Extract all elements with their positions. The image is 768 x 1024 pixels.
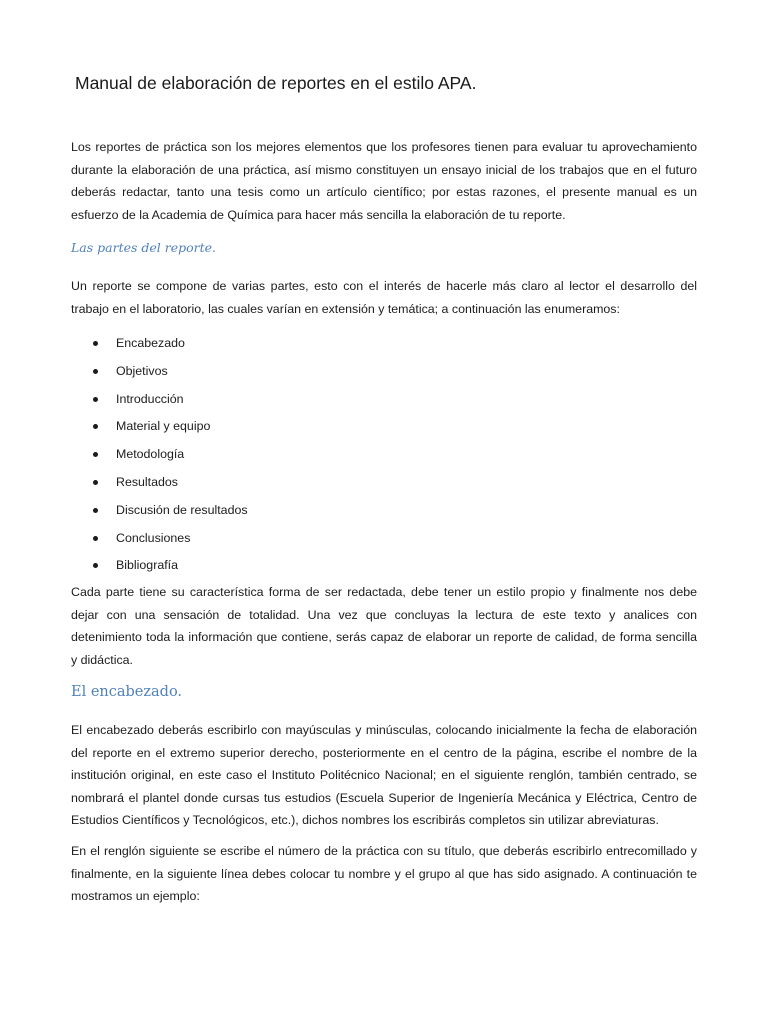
bullet-icon [93, 341, 98, 346]
bullet-icon [93, 508, 98, 513]
document-page: Manual de elaboración de reportes en el estilo APA. Los reportes de práctica son los mejores elementos que los profesores tienen para evaluar tu aprovechamiento durante la elaboración de una práctica, así mismo constituyen un ensayo inicial de los trabajos que en el futuro deberás redactar, tanto una tesis como un artículo científico; por estas razones, el presente manual es un esfuerzo de la Academia de Química para hacer más sencilla la elaboración de tu reporte. Las partes del reporte. Un reporte se compone de varias partes, esto con el interés de hacerle más claro al lector el desarrollo del trabajo en el laboratorio, las cuales varían en extensión y temática; a continuación las enumeramos: Encabezado Objetivos Introducción Material y equipo Metodología Resultados Discusión de resultados Conclusiones Bibliografía Cada parte tiene su característica forma de ser redactada, debe tener un estilo propio y finalmente nos debe dejar con una sensación de totalidad. Una vez que concluyas la lectura de este texto y analices con detenimiento toda la información que contiene, serás capaz de elaborar un reporte de calidad, de forma sencilla y didáctica. El encabezado. El encabezado deberás escribirlo con mayúsculas y minúsculas, colocando inicialmente la fecha de elaboración del reporte en el extremo superior derecho, posteriormente en el centro de la página, escribe el nombre de la institución original, en este caso el Instituto Politécnico Nacional; en el siguiente renglón, también centrado, se nombrará el plantel donde cursas tus estudios (Escuela Superior de Ingeniería Mecánica y Eléctrica, Centro de Estudios Científicos y Tecnológicos, etc.), dichos nombres los escribirás completos sin utilizar abreviaturas. En el renglón siguiente se escribe el número de la práctica con su título, que deberás escribirlo entrecomillado y finalmente, en la siguiente línea debes colocar tu nombre y el grupo al que has sido asignado. A continuación te mostramos un ejemplo: [0, 0, 768, 1024]
text-line: finalmente, en la siguiente línea debes colocar tu nombre y el grupo al que has sido asignado. A continuación te [71, 866, 697, 881]
parts-intro-paragraph [71, 275, 697, 320]
text-line: Los reportes de práctica son los mejores elementos que los profesores tienen para evaluar tu aprovechamiento [71, 140, 697, 154]
text-line: Estudios Científicos y Tecnológicos, etc.), dichos nombres los escribirás completos sin utilizar abreviaturas. [71, 813, 659, 827]
text-line: nombrará el plantel donde cursas tus estudios (Escuela Superior de Ingeniería Mecánica y Eléctrica, Centro de [71, 790, 697, 805]
text-line: En el renglón siguiente se escribe el número de la práctica con su título, que deberás escribirlo entrecomillado y [71, 844, 697, 858]
text-line: El encabezado deberás escribirlo con mayúsculas y minúsculas, colocando inicialmente la fecha de elaboración [71, 723, 697, 737]
header-paragraph-2 [71, 840, 697, 908]
text-line: durante la elaboración de una práctica, así mismo constituyen un ensayo inicial de los trabajos que en el futuro [71, 162, 697, 177]
bullet-icon [93, 480, 98, 485]
bullet-icon [93, 424, 98, 429]
text-line: mostramos un ejemplo: [71, 889, 200, 903]
header-paragraph-1 [71, 719, 697, 832]
bullet-icon [93, 536, 98, 541]
text-line: y didáctica. [71, 652, 133, 667]
text-line: Cada parte tiene su característica forma de ser redactada, debe tener un estilo propio y finalmente nos debe [71, 585, 697, 599]
text-line: deberás redactar, tanto una tesis como un artículo científico; por estas razones, el presente manual es un [71, 185, 697, 199]
section-heading-encabezado: El encabezado. [71, 684, 183, 700]
bullet-icon [93, 452, 98, 457]
document-title: Manual de elaboración de reportes en el estilo APA. [75, 73, 477, 93]
intro-paragraph [71, 136, 697, 226]
text-line: del reporte en el extremo superior derecho, posteriormente en el centro de la página, escribe el nombre de la [71, 745, 697, 760]
text-line: Un reporte se compone de varias partes, esto con el interés de hacerle más claro al lector el desarrollo del [71, 279, 697, 293]
text-line: dejar con una sensación de totalidad. Una vez que concluyas la lectura de este texto y analices con [71, 607, 697, 622]
parts-outro-paragraph [71, 581, 697, 671]
bullet-icon [93, 563, 98, 568]
text-line: institución original, en este caso el Instituto Politécnico Nacional; en el siguiente renglón, también centrado, se [71, 768, 697, 782]
bullet-icon [93, 397, 98, 402]
bullet-icon [93, 369, 98, 374]
text-line: trabajo en el laboratorio, las cuales varían en extensión y temática; a continuación las enumeramos: [71, 301, 620, 316]
section-heading-parts: Las partes del reporte. [71, 240, 217, 255]
text-line: esfuerzo de la Academia de Química para hacer más sencilla la elaboración de tu reporte. [71, 207, 566, 222]
text-line: detenimiento toda la información que contiene, serás capaz de elaborar un reporte de calidad, de forma sencilla [71, 630, 697, 644]
